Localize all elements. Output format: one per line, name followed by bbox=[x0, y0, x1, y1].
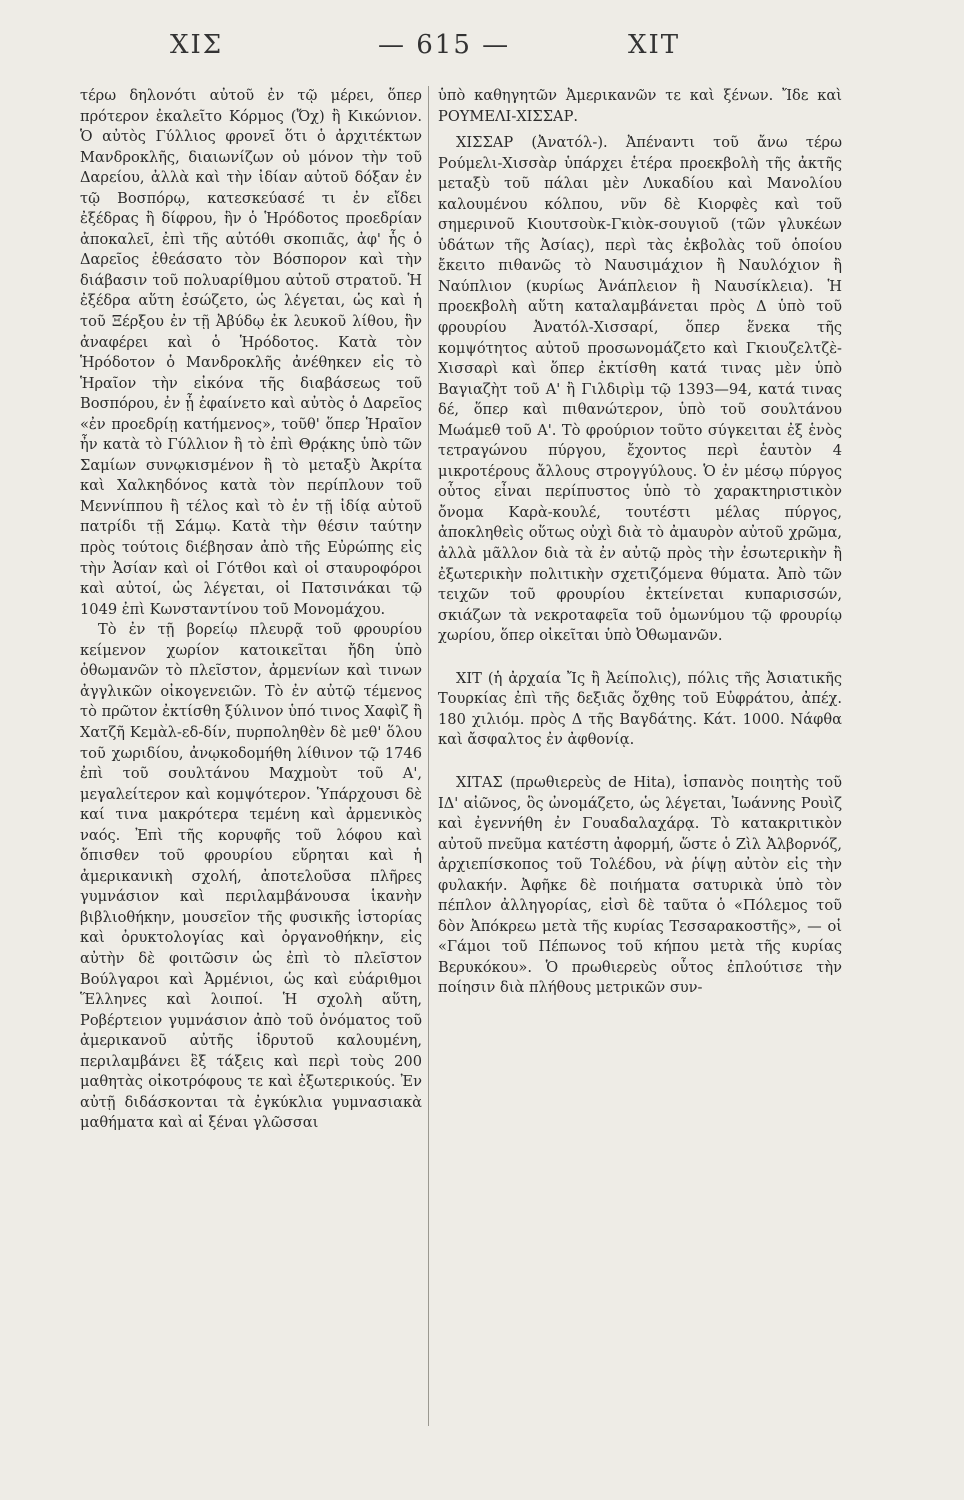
running-head-right: ΧΙΤ bbox=[628, 30, 681, 60]
page-header bbox=[0, 30, 964, 70]
column-divider bbox=[428, 86, 429, 1426]
entry-chissar-anatol: ΧΙΣΣΑΡ (Ἀνατόλ-). Ἀπέναντι τοῦ ἄνω τέρω Ρούμελι-Χισσὰρ ὑπάρχει ἑτέρα προεκβολὴ τῆς ἀκτῆς μεταξὺ τοῦ πάλαι μὲν Λυκαδίου καὶ Μανολίου καλουμένου κόλπου, νῦν δὲ Κιορφὲς καὶ τοῦ σημερινοῦ Κιουτσοὺκ-Γκιὸκ-σουγιοῦ (τῶν γλυκέων ὑδάτων τῆς Ἀσίας), περὶ τὰς ἐκβολὰς τοῦ ὁποίου ἔκειτο πιθανῶς τὸ Ναυσιμάχιον ἢ Ναυλόχιον ἢ Ναύπλιον (κυρίως Ἀνάπλειον ἢ Ναυσίκλεια). Ἡ προεκβολὴ αὕτη καταλαμβάνεται πρὸς Δ ὑπὸ τοῦ φρουρίου Ἀνατόλ-Χισσαρί, ὅπερ ἕνεκα τῆς κομψότητος αὐτοῦ προσωνομάζετο καὶ Γκιουζελτζὲ-Χισσαρὶ καὶ ὅπερ ἐκτίσθη κατά τινας μὲν ὑπὸ Βαγιαζὴτ τοῦ Α' ἢ Γιλδιρὶμ τῷ 1393—94, κατά τινας δέ, ὅπερ καὶ πιθανώτερον, ὑπὸ τοῦ σουλτάνου Μωάμεθ τοῦ Α'. Τὸ φρούριον τοῦτο σύγκειται ἐξ ἑνὸς τετραγώνου πύργου, ἔχοντος περὶ ἑαυτὸν 4 μικροτέρους ἄλλους στρογγύλους. Ὁ ἐν μέσῳ πύργος οὗτος εἶναι περίπυστος ὑπὸ τὸ χαρακτηριστικὸν ὄνομα Καρὰ-κουλέ, τουτέστι μέλας πύργος, ἀποκληθεὶς οὕτως οὐχὶ διὰ τὸ ἀμαυρὸν αὐτοῦ χρῶμα, ἀλλὰ μᾶλλον διὰ τὰ ἐν αὐτῷ πρὸς τὴν ἐσωτερικὴν ἢ ἐξωτερικὴν πολιτικὴν σχετιζόμενα θύματα. Ἀπὸ τῶν τειχῶν τοῦ φρουρίου ἐκτείνεται κυπαρισσών, σκιάζων τὰ νεκροταφεῖα τοῦ ὁμωνύμου τῷ φρουρίῳ χωρίου, ὅπερ οἰκεῖται ὑπὸ Ὀθωμανῶν. bbox=[438, 134, 842, 645]
page-number: — 615 — bbox=[378, 30, 511, 60]
running-head-left: ΧΙΣ bbox=[170, 30, 224, 60]
paragraph: τέρω δηλονότι αὐτοῦ ἐν τῷ μέρει, ὅπερ πρότερον ἐκαλεῖτο Κόρμος (Ὄχ) ἢ Κικώνιον. Ὁ αὐτὸς Γύλλιος φρονεῖ ὅτι ὁ ἀρχιτέκτων Μανδροκλῆς, διαιωνίζων οὐ μόνον τὴν τοῦ Δαρείου, ἀλλὰ καὶ τὴν ἰδίαν αὐτοῦ δόξαν ἐν τῷ Βοσπόρῳ, κατεσκεύασέ τι ἐν εἴδει ἐξέδρας ἢ δίφρου, ἣν ὁ Ἡρόδοτος προεδρίαν ἀποκαλεῖ, ἐπὶ τῆς αὐτόθι σκοπιᾶς, ἀφ' ἧς ὁ Δαρεῖος ἐθεάσατο τὸν Βόσπορον καὶ τὴν διάβασιν τοῦ πολυαρίθμου αὐτοῦ στρατοῦ. Ἡ ἐξέδρα αὕτη ἐσώζετο, ὡς λέγεται, ὡς καὶ ἡ τοῦ Ξέρξου ἐν τῇ Ἀβύδῳ ἐκ λευκοῦ λίθου, ἣν ἀναφέρει καὶ ὁ Ἡρόδοτος. Κατὰ τὸν Ἡρόδοτον ὁ Μανδροκλῆς ἀνέθηκεν εἰς τὸ Ἡραῖον τὴν εἰκόνα τῆς διαβάσεως τοῦ Βοσπόρου, ἐν ᾗ ἐφαίνετο καὶ αὐτὸς ὁ Δαρεῖος «ἐν προεδρίῃ κατήμενος», τοῦθ' ὅπερ Ἡραῖον ἦν κατὰ τὸ Γύλλιον ἢ τὸ ἐπὶ Θρᾴκης ὑπὸ τῶν Σαμίων συνῳκισμένον ἢ τὸ μεταξὺ Ἀκρίτα καὶ Χαλκηδόνος κατὰ τὸν περίπλουν τοῦ Μεννίππου ἢ τέλος καὶ τὸ ἐν τῇ ἰδίᾳ αὐτοῦ πατρίδι τῇ Σάμῳ. Κατὰ τὴν θέσιν ταύτην πρὸς τούτοις διέβησαν ἀπὸ τῆς Εὐρώπης εἰς τὴν Ἀσίαν καὶ οἱ Γότθοι καὶ οἱ σταυροφόροι καὶ αὐτοί, ὡς λέγεται, οἱ Πατσινάκαι τῷ 1049 ἐπὶ Κωνσταντίνου τοῦ Μονομάχου. bbox=[80, 87, 422, 618]
entry-chit: ΧΙΤ (ἡ ἀρχαία Ἴς ἢ Ἀείπολις), πόλις τῆς Ἀσιατικῆς Τουρκίας ἐπὶ τῆς δεξιᾶς ὄχθης τοῦ Εὐφράτου, ἀπέχ. 180 χιλιόμ. πρὸς Δ τῆς Βαγδάτης. Κάτ. 1000. Νάφθα καὶ ἄσφαλτος ἐν ἀφθονίᾳ. bbox=[438, 669, 842, 749]
paragraph: Τὸ ἐν τῇ βορείῳ πλευρᾷ τοῦ φρουρίου κείμενον χωρίον κατοικεῖται ἤδη ὑπὸ ὀθωμανῶν τὸ πλεῖστον, ἀρμενίων καὶ τινων ἀγγλικῶν οἰκογενειῶν. Τὸ ἐν αὐτῷ τέμενος τὸ πρῶτον ἐκτίσθη ξύλινον ὑπό τινος Χαφὶζ ἢ Χατζῆ Κεμὰλ-εδ-δίν, πυρποληθὲν δὲ μεθ' ὅλου τοῦ χωριδίου, ἀνῳκοδομήθη λίθινον τῷ 1746 ἐπὶ τοῦ σουλτάνου Μαχμοὺτ τοῦ Α', μεγαλείτερον καὶ κομψότερον. Ὑπάρχουσι δὲ καί τινα μακρότερα τεμένη καὶ ἀρμενικὸς ναός. Ἐπὶ τῆς κορυφῆς τοῦ λόφου καὶ ὄπισθεν τοῦ φρουρίου εὕρηται καὶ ἡ ἀμερικανικὴ σχολή, ἀποτελοῦσα πλῆρες γυμνάσιον καὶ περιλαμβάνουσα ἱκανὴν βιβλιοθήκην, μουσεῖον τῆς φυσικῆς ἱστορίας καὶ ὀρυκτολογίας καὶ ὀργανοθήκην, εἰς αὐτὴν δὲ φοιτῶσιν ὡς ἐπὶ τὸ πλεῖστον Βούλγαροι καὶ Ἀρμένιοι, ὡς καὶ εὐάριθμοι Ἕλληνες καὶ λοιποί. Ἡ σχολὴ αὕτη, Ροβέρτειον γυμνάσιον ἀπὸ τοῦ ὀνόματος τοῦ ἀμερικανοῦ αὐτῆς ἱδρυτοῦ καλουμένη, περιλαμβάνει ἓξ τάξεις καὶ περὶ τοὺς 200 μαθητὰς οἰκοτρόφους τε καὶ ἐξωτερικούς. Ἐν αὐτῇ διδάσκονται τὰ ἐγκύκλια γυμνασιακὰ μαθήματα καὶ αἱ ξέναι γλῶσσαι bbox=[80, 621, 422, 1132]
left-column bbox=[80, 86, 422, 1446]
right-column bbox=[438, 86, 842, 1446]
entry-chitas: ΧΙΤΑΣ (πρωθιερεὺς de Hita), ἱσπανὸς ποιητὴς τοῦ ΙΔ' αἰῶνος, ὃς ὠνομάζετο, ὡς λέγεται, Ἰωάννης Ρουὶζ καὶ ἐγεννήθη ἐν Γουαδαλαχάρᾳ. Τὸ κατακριτικὸν αὐτοῦ πνεῦμα κατέστη ἀφορμή, ὥστε ὁ Ζὶλ Ἀλβορνόζ, ἀρχιεπίσκοπος τοῦ Τολέδου, νὰ ῥίψῃ αὐτὸν εἰς τὴν φυλακήν. Ἀφῆκε δὲ ποιήματα σατυρικὰ ὑπὸ τὸν πέπλον ἀλληγορίας, εἰσὶ δὲ ταῦτα ὁ «Πόλεμος τοῦ δὸν Ἀπόκρεω μετὰ τῆς κυρίας Τεσσαρακοστῆς», — οἱ «Γάμοι τοῦ Πέπωνος τοῦ κήπου μετὰ τῆς κυρίας Βερυκόκου». Ὁ πρωθιερεὺς οὗτος ἐπλούτισε τὴν ποίησιν διὰ πλήθους μετρικῶν συν- bbox=[438, 773, 842, 997]
paragraph: ὑπὸ καθηγητῶν Ἀμερικανῶν τε καὶ ξένων. Ἴδε καὶ ΡΟΥΜΕΛΙ-ΧΙΣΣΑΡ. bbox=[438, 87, 842, 125]
